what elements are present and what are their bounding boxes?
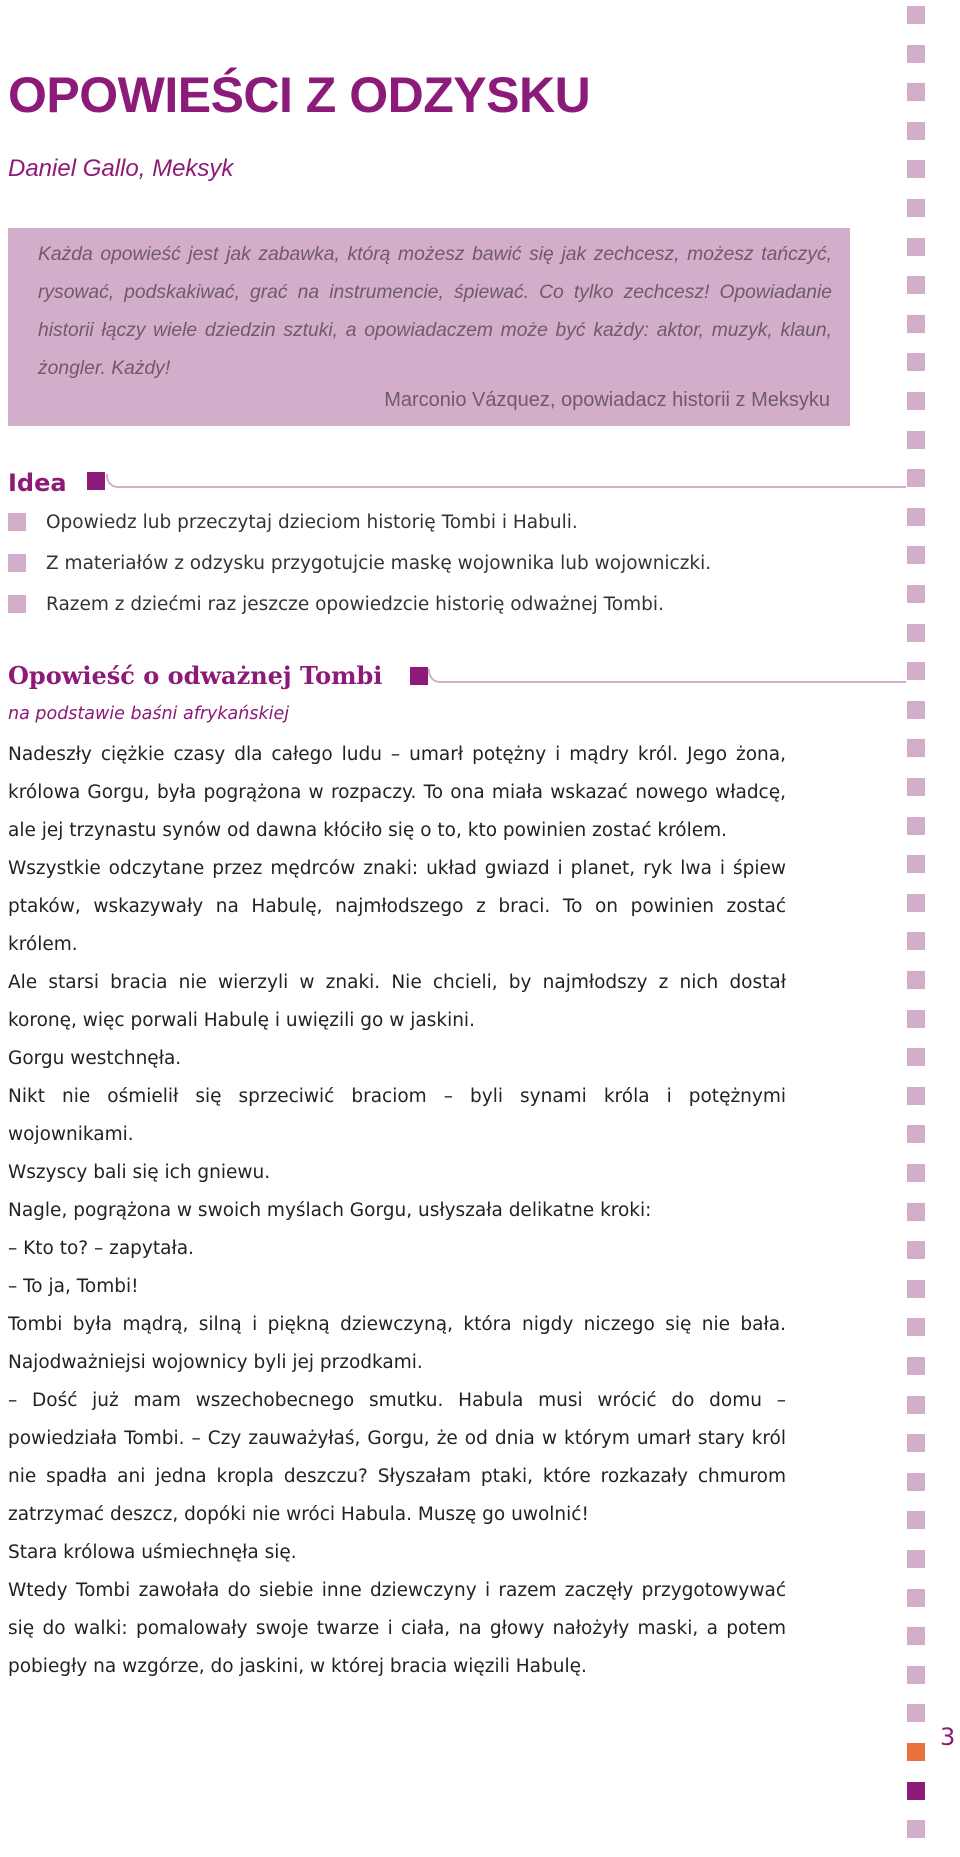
rail-square-icon [907,1627,925,1645]
story-paragraph: Tombi była mądrą, silną i piękną dziewczyną, która nigdy niczego się nie bała. Najodważniejsi wojownicy byli jej przodkami. [8,1314,786,1373]
rail-square-icon [907,1743,925,1761]
rail-square-icon [907,546,925,564]
rail-square-icon [907,315,925,333]
story-paragraph: Wszystkie odczytane przez mędrców znaki: układ gwiazd i planet, ryk lwa i śpiew ptaków, wskazywały na Habulę, najmłodszego z braci. To on powinien zostać królem. [8,858,786,955]
story-separator-line [446,681,906,683]
story-subtitle: na podstawie baśni afrykańskiej [8,704,290,724]
rail-square-icon [907,1010,925,1028]
idea-heading-square [87,472,105,490]
idea-heading: Idea [8,469,67,497]
rail-square-icon [907,662,925,680]
rail-square-icon [907,1589,925,1607]
idea-list [8,508,711,631]
rail-square-icon [907,1820,925,1838]
rail-square-icon [907,1782,925,1800]
story-body [8,736,786,1686]
square-bullet-icon [8,554,26,572]
idea-separator-line [124,486,906,488]
rail-square-icon [907,160,925,178]
rail-square-icon [907,1318,925,1336]
story-heading-square [410,667,428,685]
rail-square-icon [907,1280,925,1298]
rail-square-icon [907,122,925,140]
rail-square-icon [907,83,925,101]
story-paragraph: Nadeszły ciężkie czasy dla całego ludu – umarł potężny i mądry król. Jego żona, królowa Gorgu, była pogrążona w rozpaczy. To ona miała wskazać nowego władcę, ale jej trzynastu synów od dawna kłóciło się o to, kto powinien zostać królem. [8,744,786,841]
rail-square-icon [907,739,925,757]
story-paragraph: Nikt nie ośmielił się sprzeciwić braciom – byli synami króla i potężnymi wojownikami. [8,1086,786,1145]
rail-square-icon [907,1164,925,1182]
right-rail-decoration [907,6,925,1857]
story-paragraph: Wtedy Tombi zawołała do siebie inne dziewczyny i razem zaczęły przygotowywać się do walki: pomalowały swoje twarze i ciała, na głowy nałożyły maski, a potem pobiegły na wzgórze, do jaskini, w której bracia więzili Habulę. [8,1580,786,1677]
rail-square-icon [907,1125,925,1143]
story-paragraph: Nagle, pogrążona w swoich myślach Gorgu, usłyszała delikatne kroki: [8,1200,652,1221]
rail-square-icon [907,1704,925,1722]
rail-square-icon [907,1434,925,1452]
rail-square-icon [907,508,925,526]
quote-text: Każda opowieść jest jak zabawka, którą możesz bawić się jak zechcesz, możesz tańczyć, rysować, podskakiwać, grać na instrumencie, śpiewać. Co tylko zechcesz! Opowiadanie historii łączy wiele dziedzin sztuki, a opowiadaczem może być każdy: aktor, muzyk, klaun, żongler. Każdy! [38,244,832,379]
idea-list-item [8,508,711,549]
idea-list-item [8,590,711,631]
rail-square-icon [907,1203,925,1221]
rail-square-icon [907,1241,925,1259]
rail-square-icon [907,1357,925,1375]
rail-square-icon [907,353,925,371]
author-line: Daniel Gallo, Meksyk [8,155,234,182]
rail-square-icon [907,276,925,294]
rail-square-icon [907,778,925,796]
rail-square-icon [907,1087,925,1105]
story-paragraph: Gorgu westchnęła. [8,1048,182,1069]
story-paragraph: Ale starsi bracia nie wierzyli w znaki. Nie chcieli, by najmłodszy z nich dostał koronę, więc porwali Habulę i uwięzili go w jaskini. [8,972,786,1031]
rail-square-icon [907,1048,925,1066]
rail-square-icon [907,238,925,256]
rail-square-icon [907,1396,925,1414]
rail-square-icon [907,894,925,912]
square-bullet-icon [8,595,26,613]
quote-box [8,228,850,426]
rail-square-icon [907,624,925,642]
story-separator-curve [428,669,448,683]
page-number: 3 [940,1723,956,1751]
idea-item-text: Razem z dziećmi raz jeszcze opowiedzcie historię odważnej Tombi. [46,594,664,615]
story-paragraph: Wszyscy bali się ich gniewu. [8,1162,271,1183]
idea-item-text: Z materiałów z odzysku przygotujcie maskę wojownika lub wojowniczki. [46,553,712,574]
story-paragraph: – Dość już mam wszechobecnego smutku. Habula musi wrócić do domu – powiedziała Tombi. – Czy zauważyłaś, Gorgu, że od dnia w którym umarł stary król nie spadła ani jedna kropla deszczu? Słyszałam ptaki, które rozkazały chmurom zatrzymać deszcz, dopóki nie wróci Habula. Muszę go uwolnić! [8,1390,786,1525]
rail-square-icon [907,1550,925,1568]
rail-square-icon [907,392,925,410]
rail-square-icon [907,45,925,63]
rail-square-icon [907,701,925,719]
rail-square-icon [907,971,925,989]
page-title: OPOWIEŚCI Z ODZYSKU [8,67,591,123]
rail-square-icon [907,1473,925,1491]
rail-square-icon [907,932,925,950]
story-paragraph: Stara królowa uśmiechnęła się. [8,1542,297,1563]
quote-attribution: Marconio Vázquez, opowiadacz historii z Meksyku [384,389,830,411]
idea-separator-curve [106,474,126,488]
rail-square-icon [907,817,925,835]
story-paragraph: – Kto to? – zapytała. [8,1238,194,1259]
idea-list-item [8,549,711,590]
rail-square-icon [907,855,925,873]
square-bullet-icon [8,513,26,531]
rail-square-icon [907,1511,925,1529]
rail-square-icon [907,431,925,449]
rail-square-icon [907,199,925,217]
rail-square-icon [907,6,925,24]
rail-square-icon [907,585,925,603]
idea-item-text: Opowiedz lub przeczytaj dzieciom historię Tombi i Habuli. [46,512,578,533]
story-heading: Opowieść o odważnej Tombi [8,661,383,690]
rail-square-icon [907,1666,925,1684]
rail-square-icon [907,469,925,487]
story-paragraph: – To ja, Tombi! [8,1276,139,1297]
